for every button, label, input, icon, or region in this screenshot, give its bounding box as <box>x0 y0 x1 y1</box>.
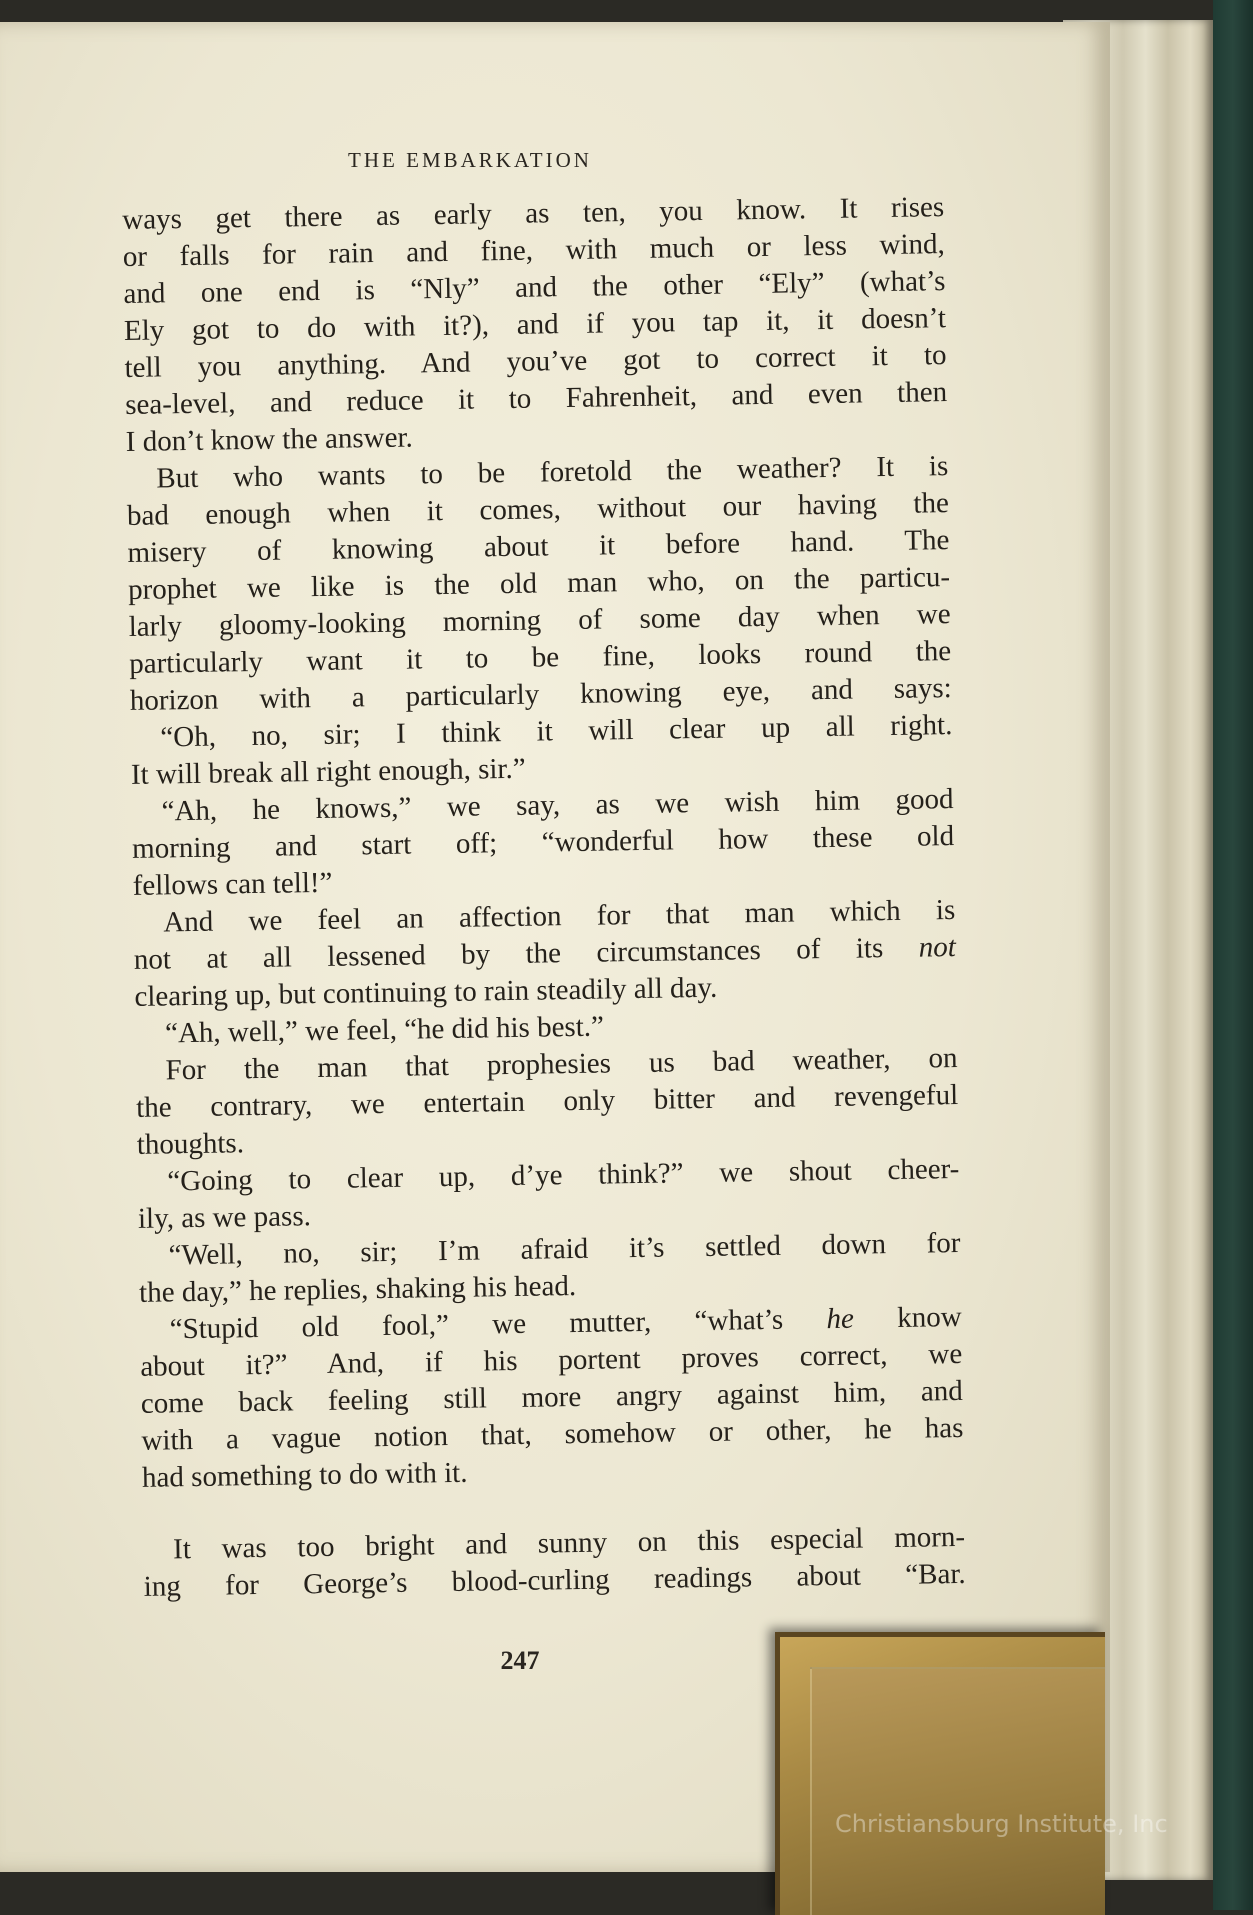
text-line: had something to do with it. <box>141 1456 468 1494</box>
text-line: ily, as we pass. <box>137 1200 312 1235</box>
text-line: I don’t know the answer. <box>125 421 413 458</box>
italic-word: not <box>918 930 957 964</box>
text-line: “Ah, well,” we feel, “he did his best.” <box>164 1010 605 1050</box>
watermark: Christiansburg Institute, Inc <box>835 1810 1168 1838</box>
text-line: For the man that prophesies us bad weather, on <box>165 1041 958 1087</box>
text-line: with a vague notion that, somehow or other, he has <box>141 1411 964 1457</box>
text-line: come back feeling still more angry against him, and <box>140 1374 964 1420</box>
book-cover-edge <box>1213 0 1253 1910</box>
text-line: morning and start off; “wonderful how these old <box>131 820 955 865</box>
text-line: prophet we like is the old man who, on the particu- <box>127 561 951 606</box>
text-line: “Going to clear up, d’ye think?” we shout cheer- <box>167 1152 960 1198</box>
text-line: the contrary, we entertain only bitter and revengeful <box>135 1078 959 1124</box>
text-line: and one end is “Nly” and the other “Ely” (what’s <box>123 265 946 310</box>
text-line: particularly want it to be fine, looks round the <box>129 635 952 680</box>
running-head: THE EMBARKATION <box>348 148 592 172</box>
text-line: misery of knowing about it before hand. The <box>127 524 950 569</box>
text-line: about it?” And, if his portent proves correct, we <box>140 1337 963 1383</box>
text-line: “Well, no, sir; I’m afraid it’s settled down for <box>168 1226 961 1272</box>
italic-word: he <box>826 1302 855 1336</box>
text-line: horizon with a particularly knowing eye, and says: <box>129 672 952 717</box>
text-line: fellows can tell!” <box>132 866 333 902</box>
text-line: bad enough when it comes, without our having the <box>126 487 950 532</box>
gold-block-face <box>810 1667 1105 1915</box>
body-text <box>122 189 966 1606</box>
text-line: thoughts. <box>136 1127 245 1161</box>
text-line: ing for George’s blood-curling readings about “Bar. <box>143 1557 966 1603</box>
text-line: It was too bright and sunny on this especial morn- <box>172 1520 966 1566</box>
text-line: ways get there as early as ten, you know. It rises <box>122 191 945 236</box>
gold-bookmark-block <box>775 1632 1105 1915</box>
text-line: sea-level, and reduce it to Fahrenheit, and even then <box>124 376 948 421</box>
text-line: And we feel an affection for that man which is <box>163 894 956 939</box>
book-page <box>0 22 1110 1872</box>
text-run: “Stupid old fool,” we mutter, “what’s <box>169 1303 827 1346</box>
text-line: Ely got to do with it?), and if you tap it, it doesn’t <box>123 302 947 347</box>
text-line: larly gloomy-looking morning of some day when we <box>128 598 951 643</box>
text-run: know <box>853 1300 962 1335</box>
text-line: “Ah, he knows,” we say, as we wish him good <box>161 783 954 828</box>
text-line: the day,” he replies, shaking his head. <box>138 1270 577 1309</box>
page-number: 247 <box>500 1646 540 1675</box>
text-run: not at all lessened by the circumstances of its <box>133 931 919 976</box>
text-line: But who wants to be foretold the weather? It is <box>156 450 949 495</box>
text-line: “Oh, no, sir; I think it will clear up all right. <box>160 709 953 754</box>
text-line: or falls for rain and fine, with much or less wind, <box>122 228 946 273</box>
text-line: It will break all right enough, sir.” <box>130 752 526 791</box>
text-line: clearing up, but continuing to rain steadily all day. <box>134 971 718 1013</box>
text-line: tell you anything. And you’ve got to correct it to <box>124 339 947 384</box>
